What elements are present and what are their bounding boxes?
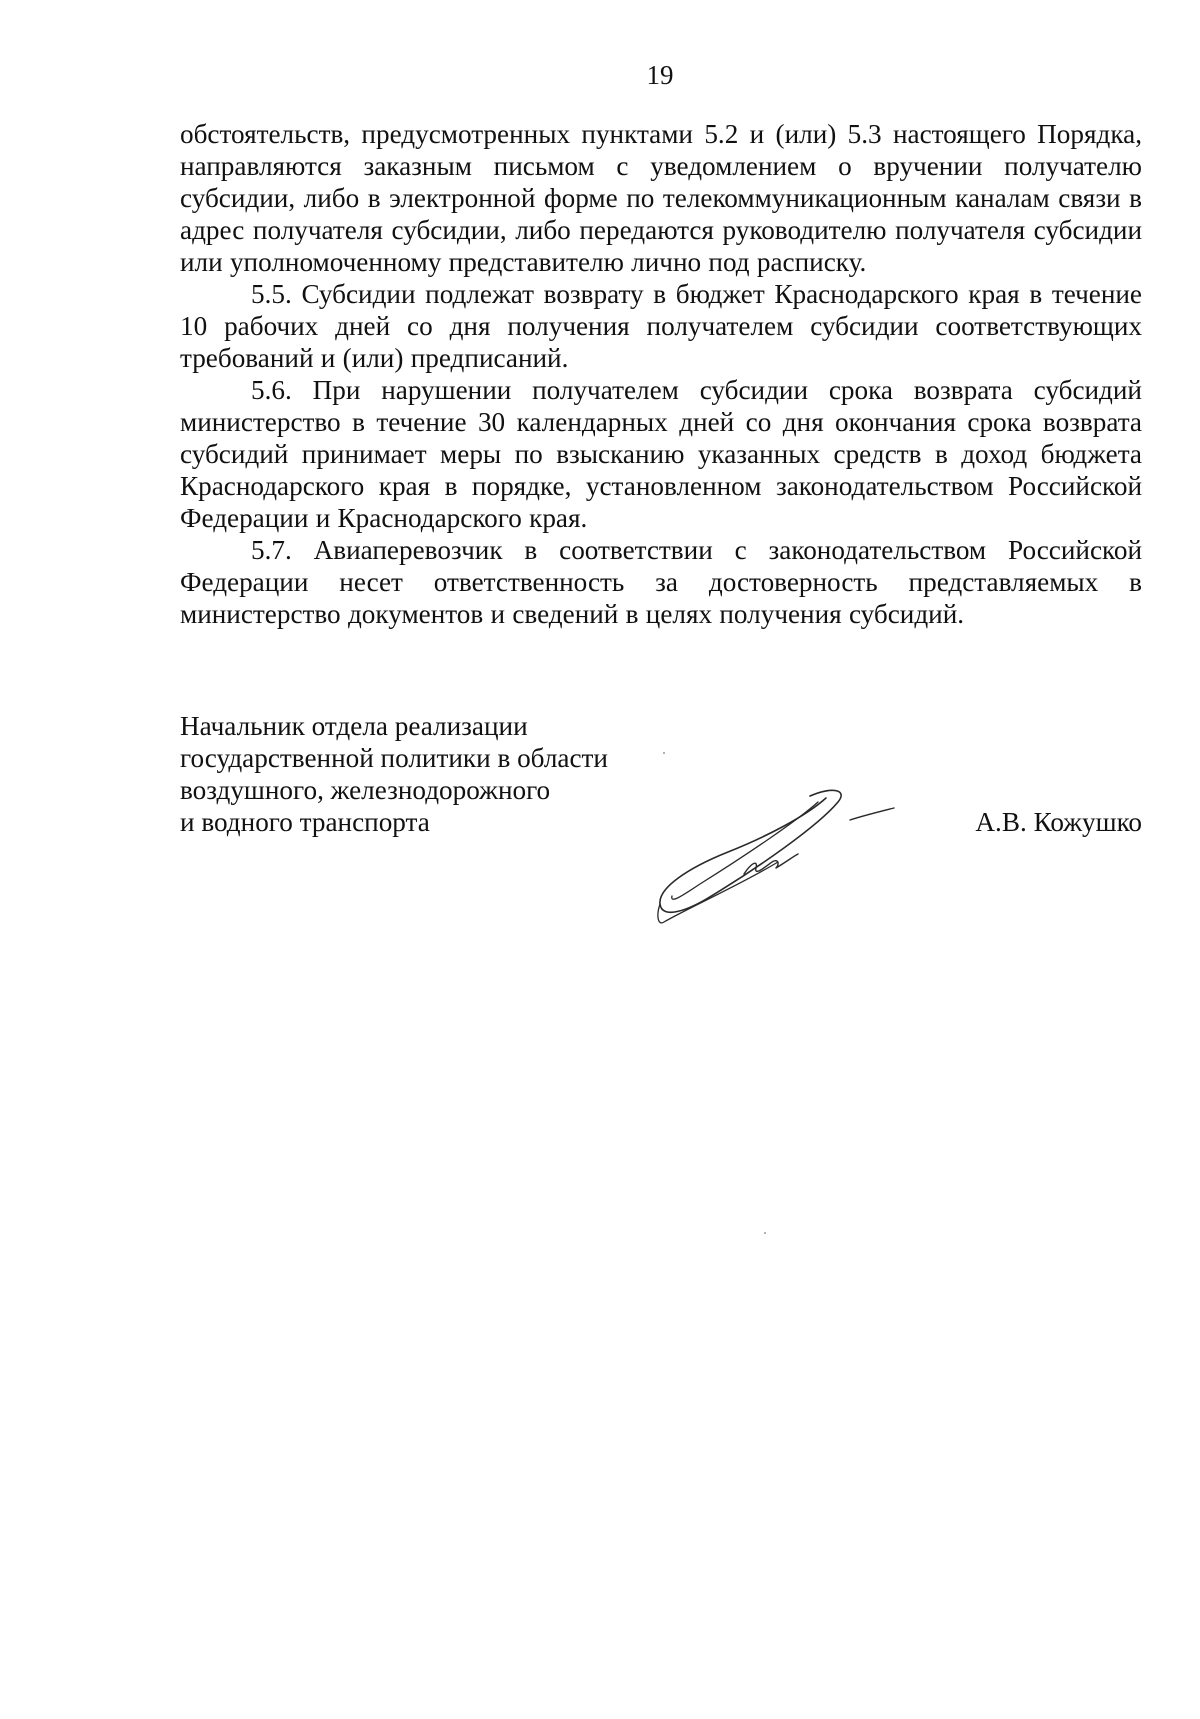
signer-name: А.В. Кожушко: [975, 807, 1142, 837]
signer-position-line: и водного транспорта: [180, 807, 430, 837]
signer-position-line: воздушного, железнодорожного: [180, 775, 551, 805]
paragraph-5-5: 5.5. Субсидии подлежат возврату в бюджет Краснодарского края в течение 10 рабочих дней со дня получения получателем субсидии соответствующих требований и (или) предписаний.: [180, 279, 1142, 373]
signer-position-line: Начальник отдела реализации: [180, 711, 528, 741]
page-number: 19: [646, 60, 674, 90]
signer-position-line: государственной политики в области: [180, 743, 608, 773]
document-body: [180, 118, 1142, 630]
signer-position: [180, 710, 650, 838]
handwritten-signature: [648, 776, 898, 946]
paragraph-5-6: 5.6. При нарушении получателем субсидии срока возврата субсидий министерство в течение 30 календарных дней со дня окончания срока возврата субсидий принимает меры по взысканию указанных средств в доход бюджета Краснодарского края в порядке, установленном законодательством Российской Федерации и Краснодарского края.: [180, 375, 1142, 533]
scan-speck: [663, 752, 665, 754]
scan-speck: [764, 1232, 766, 1234]
signature-block: [180, 710, 1142, 940]
paragraph-5-7: 5.7. Авиаперевозчик в соответствии с законодательством Российской Федерации несет ответственность за достоверность представляемых в министерство документов и сведений в целях получения субсидий.: [180, 535, 1142, 629]
paragraph-continuation: обстоятельств, предусмотренных пунктами 5.2 и (или) 5.3 настоящего Порядка, направляются заказным письмом с уведомлением о вручении получателю субсидии, либо в электронной форме по телекоммуникационным каналам связи в адрес получателя субсидии, либо передаются руководителю получателя субсидии или уполномоченному представителю лично под расписку.: [180, 119, 1142, 277]
